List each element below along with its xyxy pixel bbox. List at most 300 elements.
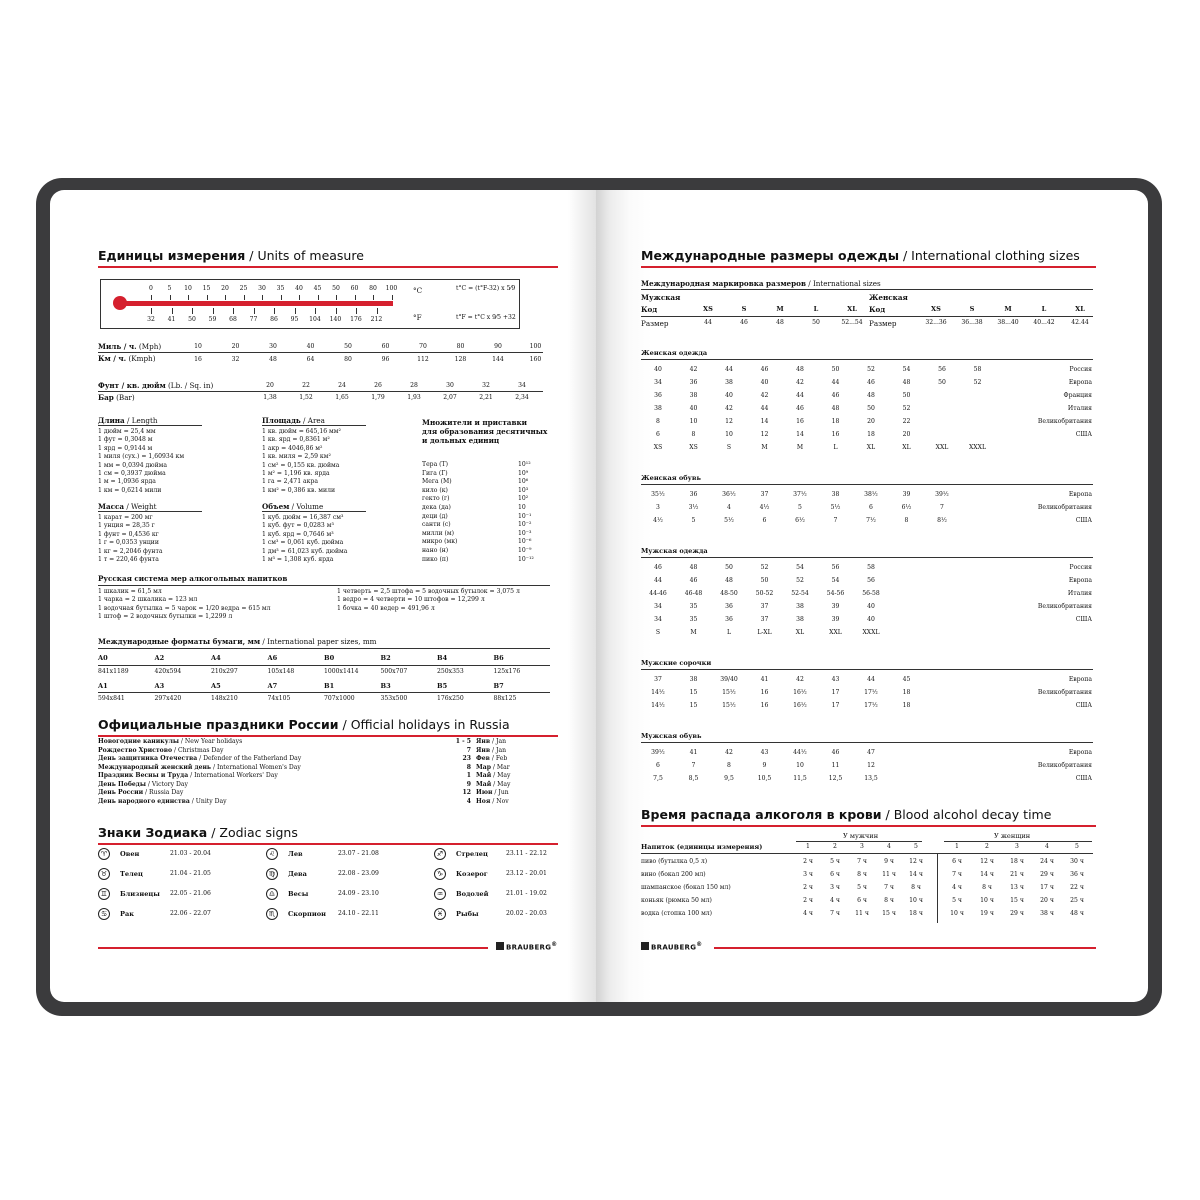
length-item: 1 м = 1,0936 ярда xyxy=(98,478,156,486)
fahrenheit-tick xyxy=(274,308,275,314)
paper-size: 707x1000 xyxy=(324,695,355,702)
women-decay-time: 29 ч xyxy=(1010,910,1024,917)
kmph-value: 16 xyxy=(194,356,202,363)
men-decay-time: 7 ч xyxy=(857,858,867,865)
size-cell: 37 xyxy=(760,603,769,610)
paper-size: 176x250 xyxy=(437,695,464,702)
men-decay-time: 3 ч xyxy=(830,884,840,891)
size-cell: 14 xyxy=(760,418,769,425)
zodiac-name: Близнецы xyxy=(120,890,160,898)
psi-label: Фунт / кв. дюйм (Lb. / Sq. in) xyxy=(98,381,214,390)
paper-size: 105x148 xyxy=(267,668,295,675)
paper-size: 125x176 xyxy=(493,668,521,675)
size-cell: 36½ xyxy=(722,491,736,498)
alcohol-header-rule xyxy=(641,853,1093,854)
size-cell: 46 xyxy=(867,379,875,386)
size-cell: 47 xyxy=(867,749,875,756)
size-cell: 7½ xyxy=(866,517,876,524)
paper-name: B7 xyxy=(493,682,504,690)
fahrenheit-tick-label: 32 xyxy=(147,316,155,323)
drink-name: пиво (бутылка 0,5 л) xyxy=(641,858,708,865)
men-code: S xyxy=(741,305,747,313)
size-cell: 4½ xyxy=(653,517,663,524)
zodiac-name: Козерог xyxy=(456,870,488,878)
holiday-name: День народного единства / Unity Day xyxy=(98,797,227,805)
paper-size: 88x125 xyxy=(493,695,517,702)
size-cell: 4½ xyxy=(759,504,770,511)
country-label: Великобритания xyxy=(1037,762,1092,769)
size-cell: 42 xyxy=(796,676,804,683)
size-cell: 3 xyxy=(656,504,660,511)
alcohol-system-item: 1 шкалик = 61,5 мл xyxy=(98,588,162,595)
women-code: S xyxy=(969,305,975,313)
size-cell: 50 xyxy=(831,366,840,373)
size-cell: 17½ xyxy=(864,702,878,709)
prefix-power: 10⁻⁶ xyxy=(518,538,532,546)
mass-item: 1 карат = 200 мг xyxy=(98,514,153,521)
celsius-tick-label: 40 xyxy=(295,285,303,292)
women-decay-time: 8 ч xyxy=(982,884,992,891)
fahrenheit-tick xyxy=(233,308,234,314)
country-label: Европа xyxy=(1068,676,1092,683)
size-cell: 7 xyxy=(940,504,944,511)
fahrenheit-tick-label: 77 xyxy=(249,316,258,323)
size-cell: 7 xyxy=(833,517,838,524)
holiday-name: Рождество Христово / Christmas Day xyxy=(98,746,224,754)
size-cell: 46 xyxy=(654,564,662,571)
men-dose-number: 1 xyxy=(806,843,810,850)
celsius-tick-label: 25 xyxy=(239,285,248,292)
women-size: 36...38 xyxy=(961,319,983,326)
zodiac-dates: 24.10 - 22.11 xyxy=(338,910,379,917)
size-cell: XL xyxy=(795,629,805,636)
size-cell: 16 xyxy=(831,431,840,438)
paper-name: B0 xyxy=(324,654,335,662)
size-cell: 40 xyxy=(654,366,662,373)
paper-size: 420x594 xyxy=(154,668,182,675)
size-cell: 8 xyxy=(727,762,731,769)
size-cell: 16 xyxy=(760,689,769,696)
celsius-tick xyxy=(207,295,208,300)
size-cell: L-XL xyxy=(757,629,772,636)
size-cell: 48-50 xyxy=(720,590,738,597)
women-dose-number: 2 xyxy=(985,843,989,850)
area-item: 1 км² = 0,386 кв. мили xyxy=(262,486,336,494)
length-item: 1 ярд = 0,9144 м xyxy=(98,444,153,452)
size-cell: XXL xyxy=(935,444,949,451)
paper-name: B1 xyxy=(324,682,335,690)
size-cell: 9,5 xyxy=(724,775,734,782)
paper-size: 353x500 xyxy=(380,695,408,702)
size-cell: 48 xyxy=(831,405,840,412)
zodiac-dates: 22.06 - 22.07 xyxy=(170,910,211,917)
holidays-title: Официальные праздники России / Official holidays in Russia xyxy=(98,717,510,732)
alcohol-men-rule xyxy=(796,841,922,842)
size-cell: 44 xyxy=(654,577,662,584)
celsius-tick-label: 0 xyxy=(149,285,153,292)
women-decay-time: 20 ч xyxy=(1040,897,1054,904)
holiday-name: Новогодние каникулы / New Year holidays xyxy=(98,738,243,745)
celsius-tick xyxy=(336,295,337,300)
men-decay-time: 18 ч xyxy=(909,910,923,917)
size-cell: 38 xyxy=(796,616,804,623)
celsius-tick xyxy=(299,295,300,300)
brand-mark-icon xyxy=(496,942,504,950)
mph-value: 100 xyxy=(529,343,542,350)
size-cell: 7 xyxy=(691,762,696,769)
size-cell: 42 xyxy=(796,379,804,386)
size-cell: M xyxy=(796,444,804,451)
women-dose-number: 5 xyxy=(1075,843,1079,850)
psi-value: 30 xyxy=(446,382,454,389)
holiday-month: Фев / Feb xyxy=(476,755,508,762)
women-decay-time: 12 ч xyxy=(980,858,994,865)
women-decay-time: 25 ч xyxy=(1070,897,1084,904)
men-label: Мужская xyxy=(641,293,681,302)
mph-value: 90 xyxy=(494,343,502,350)
size-cell: M xyxy=(761,444,768,451)
holiday-day: 7 xyxy=(466,746,471,754)
zodiac-title-rule xyxy=(98,843,558,845)
size-cell: 16½ xyxy=(793,689,807,696)
prefix-power: 10³ xyxy=(518,486,529,494)
size-cell: 39 xyxy=(831,616,840,623)
men-dose-number: 3 xyxy=(860,843,864,850)
prefix-power: 10⁶ xyxy=(518,478,529,486)
size-cell: 39/40 xyxy=(720,676,738,683)
paper-name: B2 xyxy=(380,654,391,662)
size-cell: 10 xyxy=(725,431,733,438)
size-cell: 54 xyxy=(902,366,911,373)
area-item: 1 акр = 4046,86 м² xyxy=(262,444,323,452)
size-cell: 38 xyxy=(654,405,662,412)
size-cell: M xyxy=(690,629,697,636)
fahrenheit-tick xyxy=(151,308,152,314)
men-decay-time: 4 ч xyxy=(803,910,813,917)
holidays-title-rule xyxy=(98,735,558,737)
mass-title: Масса / Weight xyxy=(98,503,202,512)
celsius-tick xyxy=(281,295,282,300)
celsius-tick-label: 50 xyxy=(332,285,340,292)
alcohol-men-label: У мужчин xyxy=(843,832,879,840)
size-cell: 52 xyxy=(973,379,982,386)
men-decay-time: 12 ч xyxy=(909,858,923,865)
size-cell: 44-46 xyxy=(649,590,667,597)
size-cell: XXXL xyxy=(968,444,987,451)
men-decay-time: 8 ч xyxy=(884,897,894,904)
women-size: 38...40 xyxy=(997,319,1019,326)
size-cell: 12 xyxy=(867,762,875,769)
women-decay-time: 21 ч xyxy=(1010,871,1024,878)
size-cell: 46 xyxy=(831,392,840,399)
size-cell: 58 xyxy=(973,366,982,373)
area-item: 1 м² = 1,196 кв. ярда xyxy=(262,470,330,477)
length-item: 1 км = 0,6214 мили xyxy=(98,486,162,494)
men-size: 48 xyxy=(776,319,784,326)
length-item: 1 мм = 0,0394 дюйма xyxy=(98,461,168,469)
size-cell: 56 xyxy=(938,366,946,373)
holiday-day: 8 xyxy=(466,763,471,771)
size-cell: 15 xyxy=(689,702,698,709)
women-size-label: Размер xyxy=(869,319,897,328)
size-cell: 10 xyxy=(796,762,804,769)
area-item: 1 кв. ярд = 0,8361 м² xyxy=(262,436,330,444)
bar-value: 1,79 xyxy=(371,394,385,401)
zodiac-name: Овен xyxy=(120,850,140,858)
size-cell: 34 xyxy=(654,603,662,610)
men-decay-time: 6 ч xyxy=(857,897,867,904)
prefix-power: 10⁻¹ xyxy=(518,512,532,520)
size-cell: 50 xyxy=(760,577,769,584)
country-label: США xyxy=(1075,616,1092,623)
size-cell: 15½ xyxy=(722,689,736,696)
paper-name: A2 xyxy=(154,654,165,662)
zodiac-name: Дева xyxy=(288,870,307,878)
size-cell: 7,5 xyxy=(653,775,663,782)
size-cell: 46 xyxy=(796,405,804,412)
country-label: Европа xyxy=(1068,749,1092,756)
size-cell: 10,5 xyxy=(757,775,772,782)
size-cell: 16 xyxy=(796,418,804,425)
fahrenheit-tick xyxy=(192,308,193,314)
volume-item: 1 м³ = 1,308 куб. ярда xyxy=(262,556,334,563)
mph-value: 20 xyxy=(231,343,240,350)
size-cell: 44 xyxy=(831,379,840,386)
prefix-name: деци (д) xyxy=(422,512,448,520)
prefix-power: 10² xyxy=(518,495,529,503)
zodiac-dates: 21.04 - 21.05 xyxy=(170,870,211,877)
size-cell: 14½ xyxy=(651,702,665,709)
holiday-day: 23 xyxy=(462,755,471,762)
men-decay-time: 5 ч xyxy=(830,858,840,865)
zodiac-dates: 20.02 - 20.03 xyxy=(506,910,547,917)
kmph-value: 144 xyxy=(492,356,504,363)
psi-value: 32 xyxy=(482,382,490,389)
clothing-title: Международные размеры одежды / International clothing sizes xyxy=(641,248,1080,263)
left-footer-rule xyxy=(98,947,488,949)
mph-value: 80 xyxy=(456,343,465,350)
size-cell: 50 xyxy=(725,564,733,571)
holiday-name: День защитника Отечества / Defender of the Fatherland Day xyxy=(98,755,302,762)
size-cell: 36 xyxy=(689,379,698,386)
psi-value: 24 xyxy=(338,382,346,389)
celsius-tick xyxy=(355,295,356,300)
size-cell: 36 xyxy=(725,603,733,610)
prefix-power: 10⁻¹² xyxy=(518,555,534,563)
alcohol-system-item: 1 четверть = 2,5 штофа = 5 водочных бутылок = 3,075 л xyxy=(337,588,520,595)
sagittarius-icon: ♐ xyxy=(434,848,446,860)
pisces-icon: ♓ xyxy=(434,908,446,920)
size-cell: 16½ xyxy=(793,702,807,709)
size-cell: 54 xyxy=(831,577,840,584)
men-decay-time: 6 ч xyxy=(830,871,840,878)
women-size: 40...42 xyxy=(1033,319,1055,326)
women-decay-time: 18 ч xyxy=(1010,858,1024,865)
celsius-unit: °C xyxy=(413,286,423,295)
brand-mark-icon xyxy=(641,942,649,950)
volume-item: 1 куб. фут = 0,0283 м³ xyxy=(262,522,334,530)
zodiac-dates: 22.05 - 21.06 xyxy=(170,890,211,897)
size-cell: 52 xyxy=(760,564,769,571)
bar-value: 1,38 xyxy=(263,394,277,401)
size-cell: 50 xyxy=(867,405,875,412)
fahrenheit-tick-label: 50 xyxy=(188,316,196,323)
bar-label: Бар (Bar) xyxy=(98,393,135,402)
men-size: 50 xyxy=(812,319,820,326)
bar-value: 2,07 xyxy=(443,394,457,401)
alcohol-system-item: 1 водочная бутылка = 5 чарок = 1/20 ведра = 615 мл xyxy=(98,604,271,612)
clothing-table-rule xyxy=(641,742,1093,743)
size-cell: 36 xyxy=(725,616,733,623)
women-label: Женская xyxy=(869,293,908,302)
women-code: XL xyxy=(1075,305,1085,313)
paper-size: 500x707 xyxy=(380,668,408,675)
size-cell: 14 xyxy=(796,431,804,438)
zodiac-dates: 21.01 - 19.02 xyxy=(506,890,547,897)
country-label: Великобритания xyxy=(1037,504,1092,511)
zodiac-name: Рак xyxy=(120,910,134,918)
men-code: M xyxy=(776,305,784,313)
men-dose-number: 2 xyxy=(833,843,837,850)
fahrenheit-tick xyxy=(336,308,337,314)
mph-divider xyxy=(98,352,543,353)
size-cell: XL xyxy=(902,444,911,451)
women-decay-time: 48 ч xyxy=(1070,910,1084,917)
size-cell: 52 xyxy=(796,577,804,584)
mass-item: 1 кг = 2,2046 фунта xyxy=(98,547,163,555)
thermometer-tube xyxy=(123,301,393,306)
zodiac-name: Водолей xyxy=(456,890,489,898)
men-code: XL xyxy=(847,305,857,313)
men-decay-time: 8 ч xyxy=(911,884,921,891)
men-decay-time: 7 ч xyxy=(884,884,894,891)
size-cell: 18 xyxy=(902,702,911,709)
holiday-name: Международный женский день / International Women's Day xyxy=(98,763,301,771)
size-cell: 44½ xyxy=(793,749,807,756)
men-code: L xyxy=(813,305,819,313)
kmph-value: 80 xyxy=(344,356,352,363)
celsius-tick xyxy=(225,295,226,300)
size-cell: 8½ xyxy=(937,517,947,524)
drink-name: вино (бокал 200 мл) xyxy=(641,871,706,878)
paper-rule xyxy=(98,648,550,649)
women-decay-time: 15 ч xyxy=(1010,897,1024,904)
holiday-day: 1 xyxy=(466,772,471,779)
holiday-day: 9 xyxy=(466,780,471,788)
thermometer xyxy=(100,279,520,329)
size-cell: 17 xyxy=(831,702,840,709)
men-decay-time: 14 ч xyxy=(909,871,923,878)
length-item: 1 фут = 0,3048 м xyxy=(98,436,153,444)
alcohol-women-label: У женщин xyxy=(994,832,1031,840)
size-cell: 35 xyxy=(689,603,698,610)
size-cell: 43 xyxy=(760,749,769,756)
prefix-power: 10⁻³ xyxy=(518,529,532,537)
bar-value: 2,34 xyxy=(515,394,529,401)
mph-label: Миль / ч. (Mph) xyxy=(98,342,162,351)
clothing-table-rule xyxy=(641,484,1093,485)
country-label: Франция xyxy=(1063,392,1092,399)
zodiac-name: Лев xyxy=(288,850,303,858)
celsius-tick-label: 30 xyxy=(258,285,266,292)
holiday-name: День России / Russia Day xyxy=(98,789,184,796)
country-label: Великобритания xyxy=(1037,689,1092,696)
celsius-tick xyxy=(392,295,393,300)
alcohol-system-item: 1 ведро = 4 четверти = 10 штофов = 12,299 л xyxy=(337,596,485,604)
paper-name: A0 xyxy=(98,654,108,662)
size-cell: 37 xyxy=(654,676,662,683)
alcohol-drink-header: Напиток (единицы измерения) xyxy=(641,843,763,851)
size-cell: 58 xyxy=(867,564,875,571)
alcohol-system-title: Русская система мер алкогольных напитков xyxy=(98,574,288,583)
paper-name: A7 xyxy=(267,682,278,690)
celsius-tick-label: 20 xyxy=(221,285,229,292)
size-cell: 45 xyxy=(902,676,911,683)
kmph-value: 96 xyxy=(381,356,390,363)
size-cell: 40 xyxy=(760,379,769,386)
size-cell: 37½ xyxy=(793,491,807,498)
size-cell: 38 xyxy=(725,379,733,386)
celsius-tick-label: 80 xyxy=(369,285,377,292)
size-cell: 6 xyxy=(656,431,660,438)
size-cell: 46 xyxy=(831,749,840,756)
celsius-tick xyxy=(151,295,152,300)
size-cell: 18 xyxy=(867,431,875,438)
women-decay-time: 19 ч xyxy=(980,910,994,917)
zodiac-title: Знаки Зодиака / Zodiac signs xyxy=(98,825,298,840)
celsius-tick xyxy=(188,295,189,300)
size-cell: 5 xyxy=(691,517,696,524)
prefix-name: микро (мк) xyxy=(422,538,458,546)
bar-value: 1,65 xyxy=(335,394,349,401)
prefix-name: гекто (г) xyxy=(422,495,450,503)
size-cell: 9 xyxy=(762,762,767,769)
men-code-label: Код xyxy=(641,305,658,314)
size-cell: 50 xyxy=(902,392,911,399)
fahrenheit-tick-label: 212 xyxy=(370,316,383,323)
size-cell: 38 xyxy=(689,392,698,399)
women-decay-time: 14 ч xyxy=(980,871,994,878)
men-size: 44 xyxy=(704,319,712,326)
fahrenheit-tick xyxy=(356,308,357,314)
area-item: 1 см² = 0,155 кв. дюйма xyxy=(262,461,340,469)
fahrenheit-tick-label: 176 xyxy=(350,316,362,323)
holiday-month: Мар / Mar xyxy=(476,763,510,771)
size-cell: 16 xyxy=(760,702,769,709)
men-decay-time: 11 ч xyxy=(855,910,869,917)
fahrenheit-unit: °F xyxy=(413,313,422,322)
marking-rule xyxy=(641,289,1093,290)
size-cell: 48 xyxy=(725,577,733,584)
prefix-name: Тера (Т) xyxy=(422,461,448,468)
size-cell: 56 xyxy=(831,564,840,571)
fahrenheit-tick xyxy=(213,308,214,314)
size-cell: 40 xyxy=(867,616,875,623)
paper-size: 210x297 xyxy=(211,668,238,675)
celsius-tick xyxy=(170,295,171,300)
men-decay-time: 2 ч xyxy=(803,884,813,891)
size-cell: 6 xyxy=(869,504,873,511)
zodiac-dates: 21.03 - 20.04 xyxy=(170,850,211,857)
size-cell: 15½ xyxy=(722,702,736,709)
paper-name: B6 xyxy=(493,654,504,662)
psi-value: 26 xyxy=(374,382,382,389)
volume-item: 1 дм³ = 61,023 куб. дюйма xyxy=(262,547,348,555)
size-cell: 46-48 xyxy=(684,590,703,597)
size-cell: 39½ xyxy=(651,749,665,756)
clothing-table-title: Мужские сорочки xyxy=(641,659,712,667)
zodiac-name: Телец xyxy=(120,870,143,878)
